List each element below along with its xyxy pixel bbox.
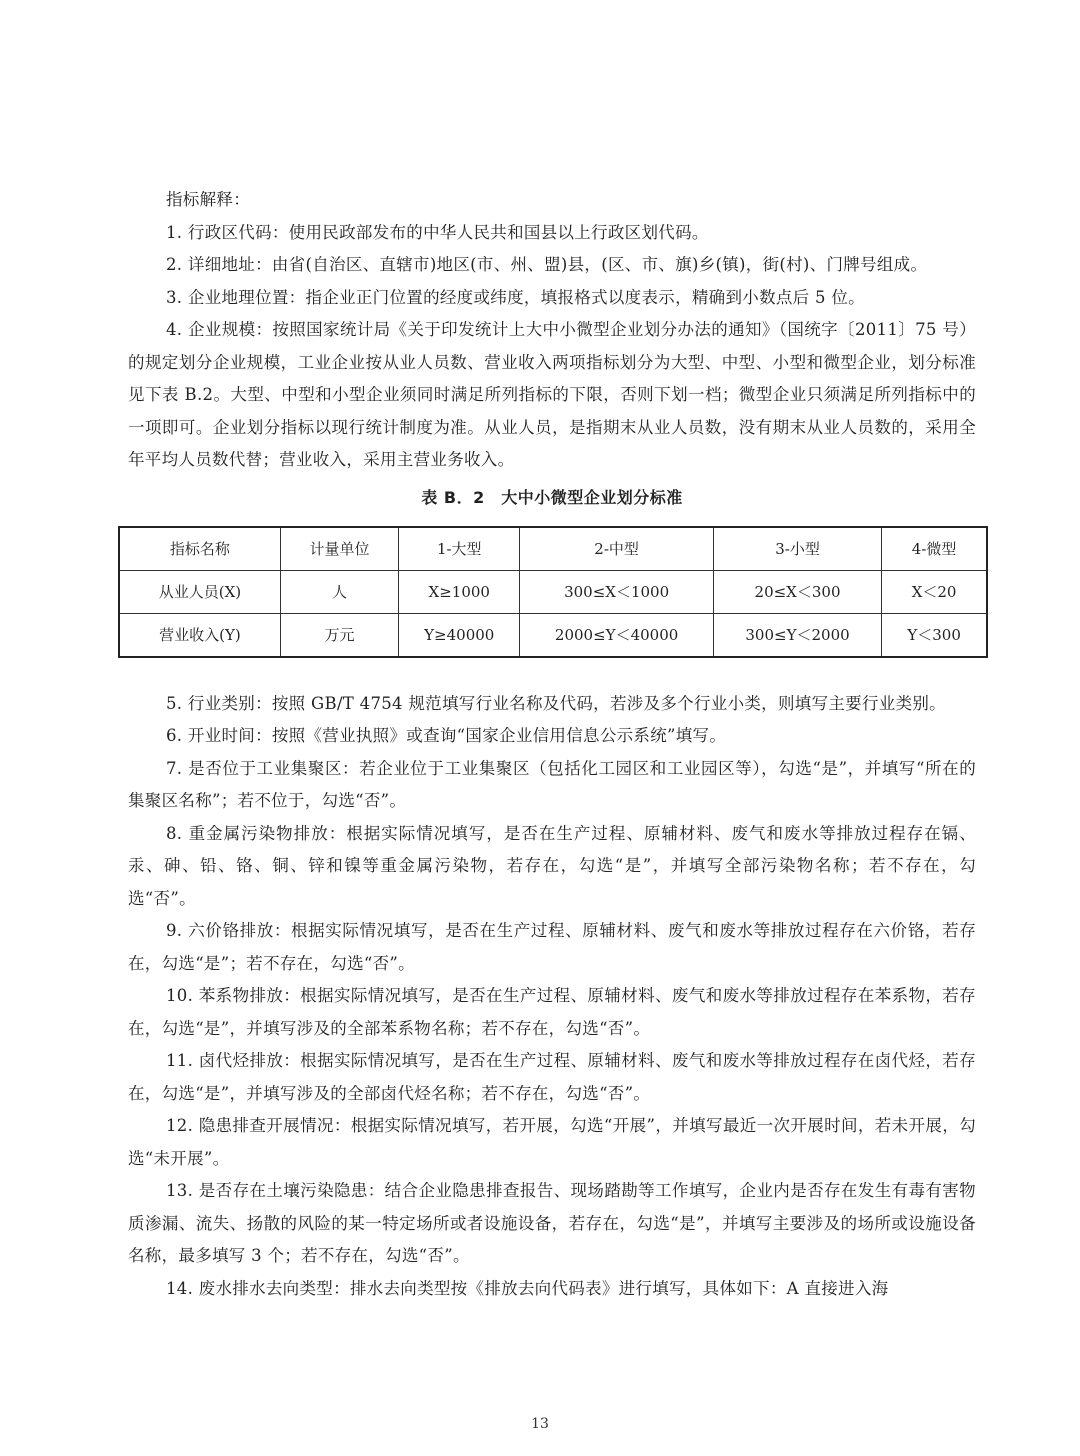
table-row xyxy=(119,570,987,613)
paragraph-item-8: 8. 重金属污染物排放：根据实际情况填写，是否在生产过程、原辅材料、废气和废水等排放过程存在镉、汞、砷、铅、铬、铜、锌和镍等重金属污染物，若存在，勾选“是”，并填写全部污染物名称；若不存在，勾选“否”。 xyxy=(128,823,976,908)
table-cell: Y≥40000 xyxy=(399,613,520,657)
header-small: 3-小型 xyxy=(713,527,881,571)
paragraph-item-12: 12. 隐患排查开展情况：根据实际情况填写，若开展，勾选“开展”，并填写最近一次开展时间，若未开展，勾选“未开展”。 xyxy=(128,1116,976,1168)
header-medium: 2-中型 xyxy=(520,527,713,571)
table-cell: 300≤Y＜2000 xyxy=(713,613,881,657)
table-cell: 万元 xyxy=(280,613,398,657)
header-unit: 计量单位 xyxy=(280,527,398,571)
paragraph-item-13: 13. 是否存在土壤污染隐患：结合企业隐患排查报告、现场踏勘等工作填写，企业内是否存在发生有毒有害物质渗漏、流失、扬散的风险的某一特定场所或者设施设备，若存在，勾选“是”，并填写主要涉及的场所或设施设备名称，最多填写 3 个；若不存在，勾选“否”。 xyxy=(128,1181,976,1265)
table-cell: 300≤X＜1000 xyxy=(520,570,713,613)
header-indicator-name: 指标名称 xyxy=(119,527,280,571)
header-large: 1-大型 xyxy=(399,527,520,571)
paragraph-item-6: 6. 开业时间：按照《营业执照》或查询“国家企业信用信息公示系统”填写。 xyxy=(166,726,727,745)
paragraph-item-9: 9. 六价铬排放：根据实际情况填写，是否在生产过程、原辅材料、废气和废水等排放过程存在六价铬，若存在，勾选“是”；若不存在，勾选“否”。 xyxy=(128,921,976,973)
page-number: 13 xyxy=(531,1416,549,1432)
table-cell: 人 xyxy=(280,570,398,613)
enterprise-size-table xyxy=(118,526,988,658)
section-intro: 指标解释： xyxy=(166,190,250,209)
table-cell: 从业人员(X) xyxy=(119,570,280,613)
table-cell: 2000≤Y＜40000 xyxy=(520,613,713,657)
table-cell: Y＜300 xyxy=(882,613,987,657)
table-caption: 表 B．2 大中小微型企业划分标准 xyxy=(421,487,683,507)
table-cell: 营业收入(Y) xyxy=(119,613,280,657)
paragraph-item-1: 1. 行政区代码：使用民政部发布的中华人民共和国县以上行政区划代码。 xyxy=(166,222,709,242)
header-micro: 4-微型 xyxy=(882,527,987,571)
paragraph-item-4: 4. 企业规模：按照国家统计局《关于印发统计上大中小微型企业划分办法的通知》（国统字〔2011〕75 号）的规定划分企业规模，工业企业按从业人员数、营业收入两项指标划分为大型、中型、小型和微型企业，划分标准见下表 B.2。大型、中型和小型企业须同时满足所列指标的下限，否则下划一档；微型企业只须满足所列指标中的一项即可。企业划分指标以现行统计制度为准。从业人员，是指期末从业人员数，没有期末从业人员数的，采用全年平均人员数代替；营业收入，采用主营业务收入。 xyxy=(128,320,976,469)
table-cell: X＜20 xyxy=(882,570,987,613)
paragraph-item-11: 11. 卤代烃排放：根据实际情况填写，是否在生产过程、原辅材料、废气和废水等排放过程存在卤代烃，若存在，勾选“是”，并填写涉及的全部卤代烃名称；若不存在，勾选“否”。 xyxy=(128,1051,976,1103)
page-content xyxy=(128,184,976,1305)
paragraph-item-10: 10. 苯系物排放：根据实际情况填写，是否在生产过程、原辅材料、废气和废水等排放过程存在苯系物，若存在，勾选“是”，并填写涉及的全部苯系物名称；若不存在，勾选“否”。 xyxy=(128,986,976,1038)
table-cell: X≥1000 xyxy=(399,570,520,613)
table-header-row xyxy=(119,527,987,571)
paragraph-item-3: 3. 企业地理位置：指企业正门位置的经度或纬度，填报格式以度表示，精确到小数点后 5 位。 xyxy=(166,287,865,307)
table-cell: 20≤X＜300 xyxy=(713,570,881,613)
paragraph-item-14: 14. 废水排水去向类型：排水去向类型按《排放去向代码表》进行填写，具体如下：A 直接进入海 xyxy=(166,1278,889,1298)
paragraph-item-7: 7. 是否位于工业集聚区：若企业位于工业集聚区（包括化工园区和工业园区等），勾选“是”，并填写“所在的集聚区名称”；若不位于，勾选“否”。 xyxy=(128,758,976,810)
table-row xyxy=(119,613,987,657)
paragraph-item-5: 5. 行业类别：按照 GB/T 4754 规范填写行业名称及代码，若涉及多个行业小类，则填写主要行业类别。 xyxy=(166,693,946,713)
paragraph-item-2: 2. 详细地址：由省(自治区、直辖市)地区(市、州、盟)县，(区、市、旗)乡(镇)，街(村)、门牌号组成。 xyxy=(166,255,928,274)
